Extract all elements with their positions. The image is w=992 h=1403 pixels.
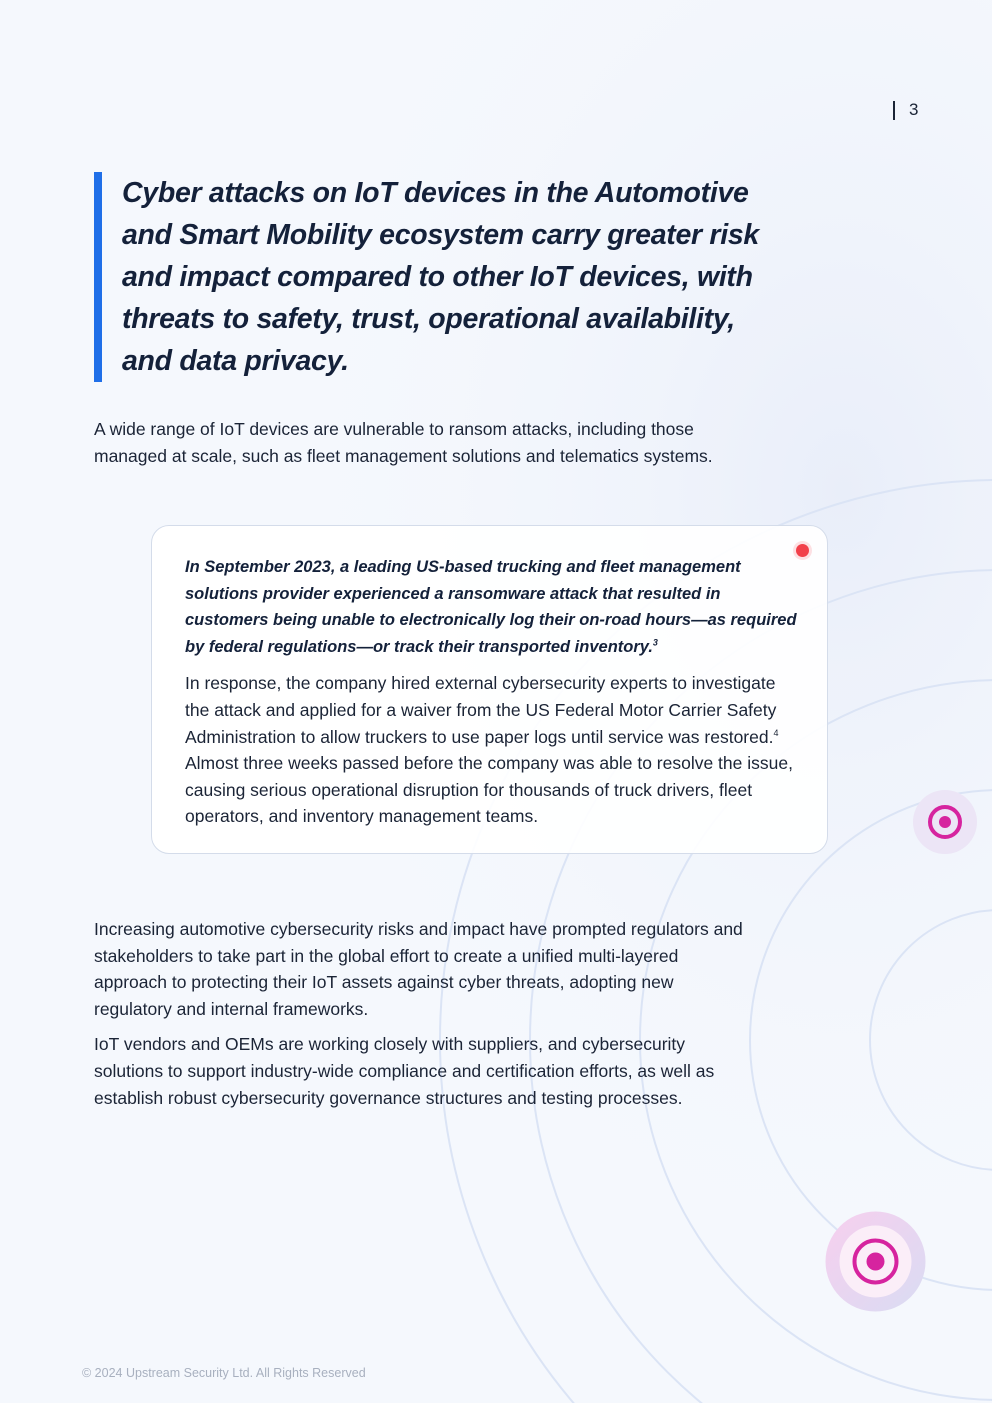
case-study-lead-text: In September 2023, a leading US-based trucking and fleet management solutions provider experienced a ransomware attack that resulted in customers being unable to electronically log their on-road hours—as required by federal regulations—or track their transported inventory. (185, 558, 797, 656)
footnote-ref: 4 (773, 727, 779, 738)
footnote-ref: 3 (652, 637, 658, 648)
page-number (893, 100, 918, 120)
body-paragraph: IoT vendors and OEMs are working closely with suppliers, and cybersecurity solutions to support industry-wide compliance and certification efforts, as well as establish robust cybersecurity governance structures and testing processes. (94, 1034, 715, 1108)
case-study-lead (185, 554, 797, 660)
case-study-body-text-cont: Almost three weeks passed before the company was able to resolve the issue, causing serious operational disruption for thousands of truck drivers, fleet operators, and inventory management teams. (185, 753, 793, 827)
alert-dot-icon (796, 544, 809, 557)
case-study-body (185, 670, 797, 830)
case-study-card (151, 525, 828, 854)
body-paragraph: Increasing automotive cybersecurity risks and impact have prompted regulators and stakeholders to take part in the global effort to create a unified multi-layered approach to protecting their IoT assets against cyber threats, adopting new regulatory and internal frameworks. (94, 919, 743, 1019)
case-study-body-text: In response, the company hired external cybersecurity experts to investigate the attack and applied for a waiver from the US Federal Motor Carrier Safety Administration to allow truckers to use paper logs until service was restored. (185, 673, 777, 747)
body-section (94, 916, 754, 1111)
target-icon (912, 789, 978, 855)
pull-quote-text: Cyber attacks on IoT devices in the Automotive and Smart Mobility ecosystem carry greater risk and impact compared to other IoT devices, with threats to safety, trust, operational availability, and data privacy. (122, 177, 759, 377)
target-icon-large (825, 1211, 926, 1312)
intro-paragraph: A wide range of IoT devices are vulnerable to ransom attacks, including those managed at scale, such as fleet management solutions and telematics systems. (94, 419, 713, 466)
page-number-divider (893, 101, 895, 120)
page-number-value: 3 (909, 100, 919, 119)
copyright-footer: © 2024 Upstream Security Ltd. All Rights Reserved (82, 1366, 366, 1380)
pull-quote (94, 172, 762, 382)
